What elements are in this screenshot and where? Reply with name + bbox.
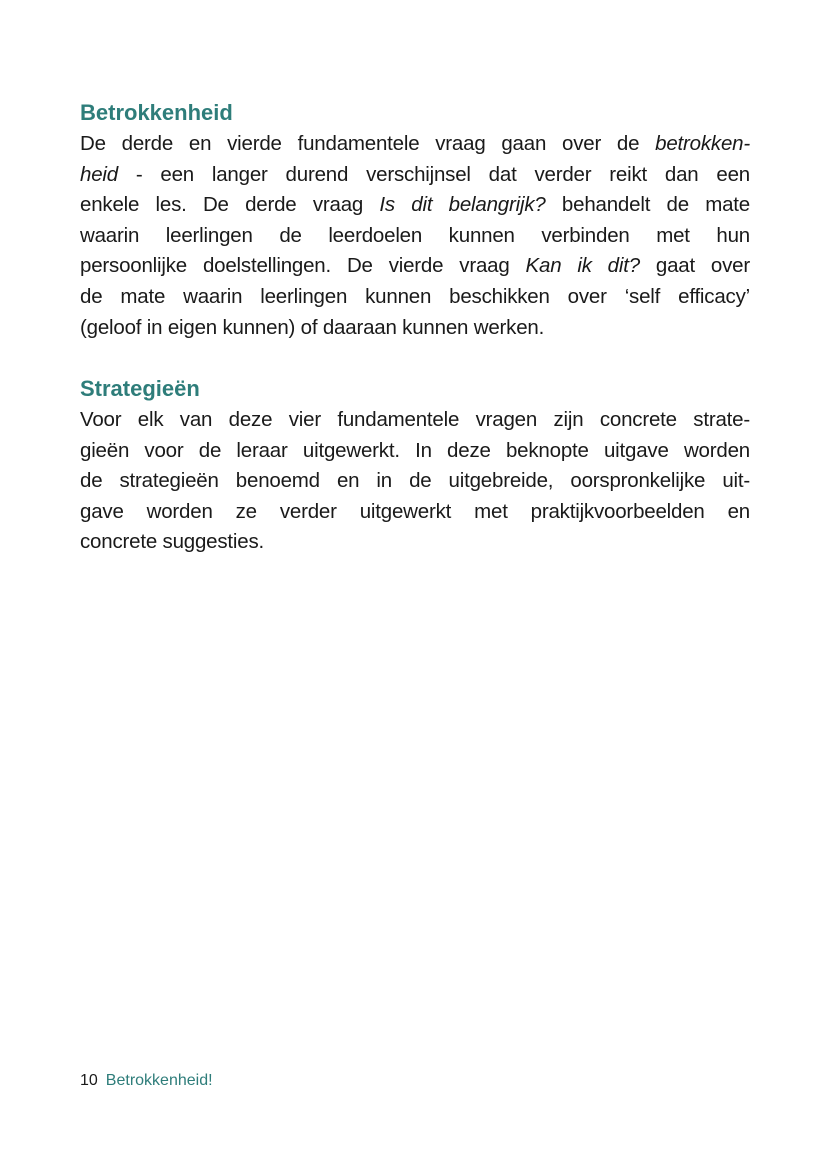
text-line: de strategieën benoemd en in de uitgebreide, oorspronkelijke uit- bbox=[80, 469, 750, 493]
text-line: persoonlijke doelstellingen. De vierde vraag Kan ik dit? gaat over bbox=[80, 254, 751, 278]
text-line: Voor elk van deze vier fundamentele vragen zijn concrete strate- bbox=[80, 408, 750, 431]
section-paragraph bbox=[80, 129, 750, 343]
italic-text: Is dit belangrijk? bbox=[379, 193, 546, 217]
text-line: (geloof in eigen kunnen) of daaraan kunnen werken. bbox=[80, 315, 545, 339]
text-line: waarin leerlingen de leerdoelen kunnen verbinden met hun bbox=[80, 223, 750, 247]
page-number: 10 bbox=[80, 1072, 98, 1089]
italic-text: heid bbox=[80, 162, 118, 186]
text-line: gave worden ze verder uitgewerkt met praktijkvoorbeelden en bbox=[80, 499, 750, 523]
italic-text: Kan ik dit? bbox=[525, 254, 640, 278]
text-line: heid - een langer durend verschijnsel dat verder reikt dan een bbox=[80, 162, 750, 186]
text-line: enkele les. De derde vraag Is dit belangrijk? behandelt de mate bbox=[80, 193, 750, 217]
italic-text: betrokken- bbox=[655, 132, 750, 155]
section-heading: Strategieën bbox=[80, 376, 200, 401]
text-line: concrete suggesties. bbox=[80, 530, 265, 554]
running-title: Betrokkenheid! bbox=[105, 1072, 213, 1089]
section-betrokkenheid bbox=[80, 97, 750, 343]
page-footer bbox=[80, 1070, 213, 1092]
text-line: de mate waarin leerlingen kunnen beschikken over ‘self efficacy’ bbox=[80, 284, 750, 308]
text-line: gieën voor de leraar uitgewerkt. In deze beknopte uitgave worden bbox=[80, 438, 750, 462]
text-line: De derde en vierde fundamentele vraag gaan over de betrokken- bbox=[80, 132, 750, 155]
section-heading: Betrokkenheid bbox=[80, 100, 233, 125]
section-paragraph bbox=[80, 405, 750, 558]
section-strategieen bbox=[80, 373, 750, 558]
